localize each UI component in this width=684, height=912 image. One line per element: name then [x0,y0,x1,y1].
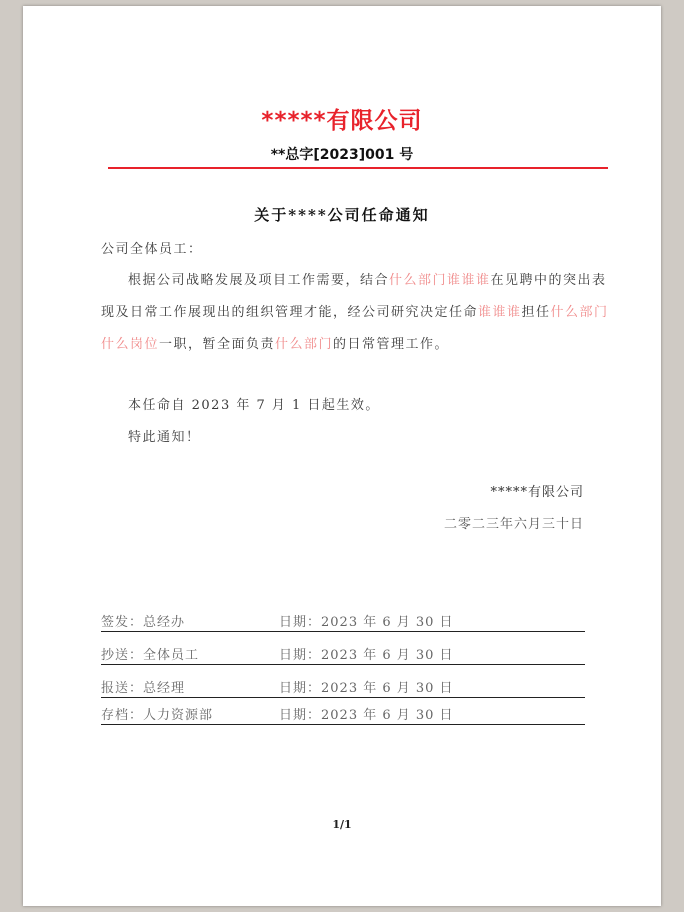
appointment-paragraph [101,265,609,361]
document-number: **总字[2023]001 号 [270,147,414,163]
paragraph-text: 在见聘中的突出表现及日常工作展现出的组织管理才能，经公司研究决定任命 [101,273,607,320]
distribution-date: 日期：2023 年 6 月 30 日 [279,648,454,663]
distribution-date: 日期：2023 年 6 月 30 日 [279,615,454,630]
distribution-label: 抄送：全体员工 [101,648,200,663]
company-title: *****有限公司 [261,108,423,134]
salutation: 公司全体员工： [101,242,203,257]
placeholder-department-person: 什么部门谁谁谁 [389,273,491,288]
notice-title: 关于****公司任命通知 [254,206,430,224]
signature-company: *****有限公司 [490,485,584,500]
placeholder-department: 什么部门 [275,337,334,352]
distribution-row [101,675,585,698]
paragraph-text: 根据公司战略发展及项目工作需要，结合 [128,273,390,288]
distribution-label: 报送：总经理 [101,681,186,696]
distribution-label: 存档：人力资源部 [101,708,214,723]
distribution-label: 签发：总经办 [101,615,186,630]
paragraph-text: 一职，暂全面负责 [159,337,276,352]
red-header-divider [108,167,608,169]
placeholder-person: 谁谁谁 [478,305,522,320]
distribution-row [101,702,585,725]
distribution-row [101,609,585,632]
closing-paragraph: 特此通知！ [128,430,201,445]
distribution-date: 日期：2023 年 6 月 30 日 [279,681,454,696]
paragraph-text: 担任 [521,305,551,320]
placeholder-position: 什么部门什么岗位 [101,305,609,352]
distribution-date: 日期：2023 年 6 月 30 日 [279,708,454,723]
page-number: 1/1 [332,818,352,831]
signature-date: 二零二三年六月三十日 [443,517,584,532]
paragraph-text: 的日常管理工作。 [333,337,450,352]
effective-date-paragraph: 本任命自 2023 年 7 月 1 日起生效。 [128,398,380,413]
document-page [23,6,661,906]
distribution-row [101,642,585,665]
